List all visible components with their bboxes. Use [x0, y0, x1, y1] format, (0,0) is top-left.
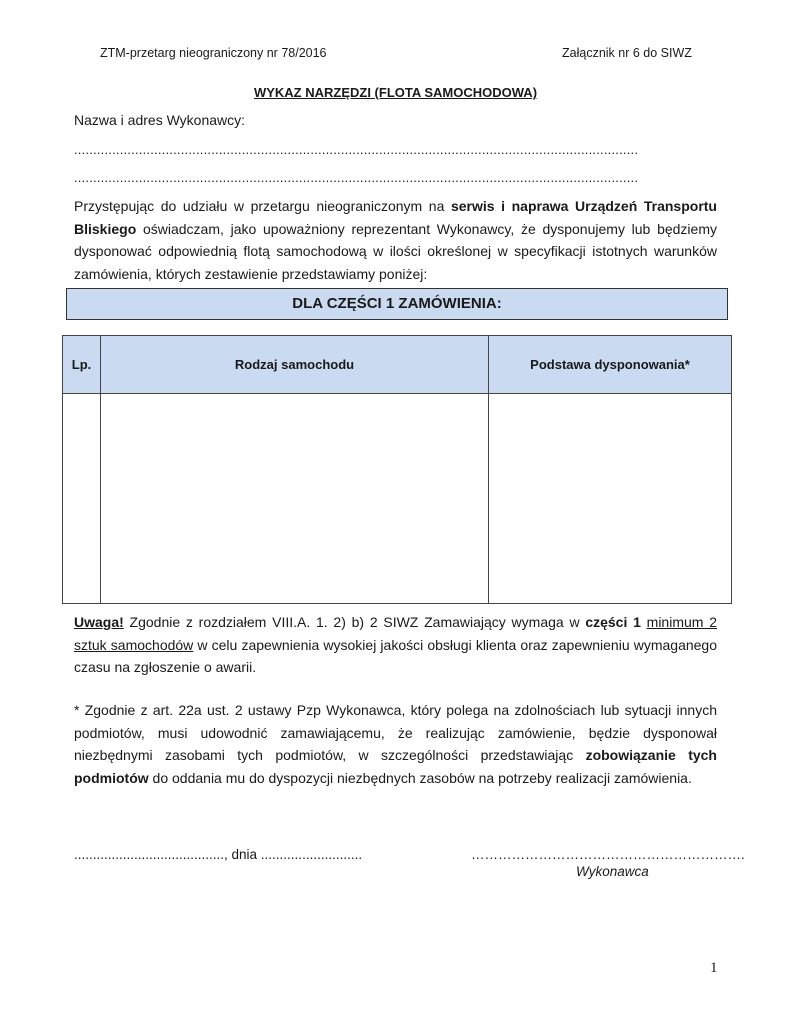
- cell-basis[interactable]: [489, 394, 732, 604]
- footnote-paragraph: [74, 699, 717, 789]
- col-header-lp: Lp.: [63, 336, 101, 394]
- footnote-text-2: do oddania mu do dyspozycji niezbędnych zasobów na potrzeby realizacji zamówienia.: [148, 769, 692, 786]
- note-text-3: w celu zapewnienia wysokiej jakości obsługi klienta oraz zapewnieniu wymaganego czasu na zgłoszenie o awarii.: [74, 636, 717, 675]
- col-header-vehicle-type: Rodzaj samochodu: [101, 336, 489, 394]
- signature-line[interactable]: …………………………………………………….: [471, 847, 745, 862]
- signature-role: Wykonawca: [576, 864, 649, 879]
- note-label: Uwaga!: [74, 614, 124, 630]
- section-title: DLA CZĘŚCI 1 ZAMÓWIENIA:: [66, 288, 728, 320]
- note-paragraph: [74, 611, 717, 679]
- place-date-line[interactable]: ........................................, dnia ...........................: [74, 847, 363, 862]
- contractor-dots-line-2[interactable]: ....................................................................................................................................................: [74, 170, 639, 185]
- note-part: części 1: [585, 614, 641, 630]
- document-title: WYKAZ NARZĘDZI (FLOTA SAMOCHODOWA): [253, 85, 538, 100]
- table-row: [63, 394, 732, 604]
- page-number: 1: [710, 960, 718, 976]
- intro-service-name: serwis i naprawa Urządzeń Transportu Bliskiego: [74, 198, 717, 237]
- fleet-table: [62, 335, 732, 604]
- header-left: ZTM-przetarg nieograniczony nr 78/2016: [100, 46, 327, 60]
- note-minimum: minimum 2 sztuk samochodów: [74, 614, 717, 653]
- contractor-label: Nazwa i adres Wykonawcy:: [74, 112, 246, 128]
- intro-text-1: Przystępując do udziału w przetargu nieograniczonym na: [74, 198, 451, 214]
- footnote-text-1: * Zgodnie z art. 22a ust. 2 ustawy Pzp Wykonawca, który polega na zdolnościach lub sytuacji innych podmiotów, musi udowodnić zamawiającemu, że realizując zamówienie, będzie dysponował niezbędnymi zasobami tych podmiotów, w szczególności przedstawiając: [74, 702, 717, 763]
- intro-text-2: oświadczam, jako upoważniony reprezentant Wykonawcy, że dysponujemy lub będziemy dysponować odpowiednią flotą samochodową w ilości określonej w specyfikacji istotnych warunków zamówienia, których zestawienie przedstawiamy poniżej:: [74, 220, 717, 282]
- intro-paragraph: [74, 195, 717, 285]
- header-right: Załącznik nr 6 do SIWZ: [562, 46, 692, 60]
- cell-vehicle-type[interactable]: [101, 394, 489, 604]
- contractor-dots-line-1[interactable]: ....................................................................................................................................................: [74, 142, 639, 157]
- footnote-commitment: zobowiązanie tych podmiotów: [74, 747, 717, 786]
- table-header-row: [63, 336, 732, 394]
- note-text-1: Zgodnie z rozdziałem VIII.A. 1. 2) b) 2 SIWZ Zamawiający wymaga w: [123, 614, 586, 630]
- cell-lp[interactable]: [63, 394, 101, 604]
- col-header-basis: Podstawa dysponowania*: [489, 336, 732, 394]
